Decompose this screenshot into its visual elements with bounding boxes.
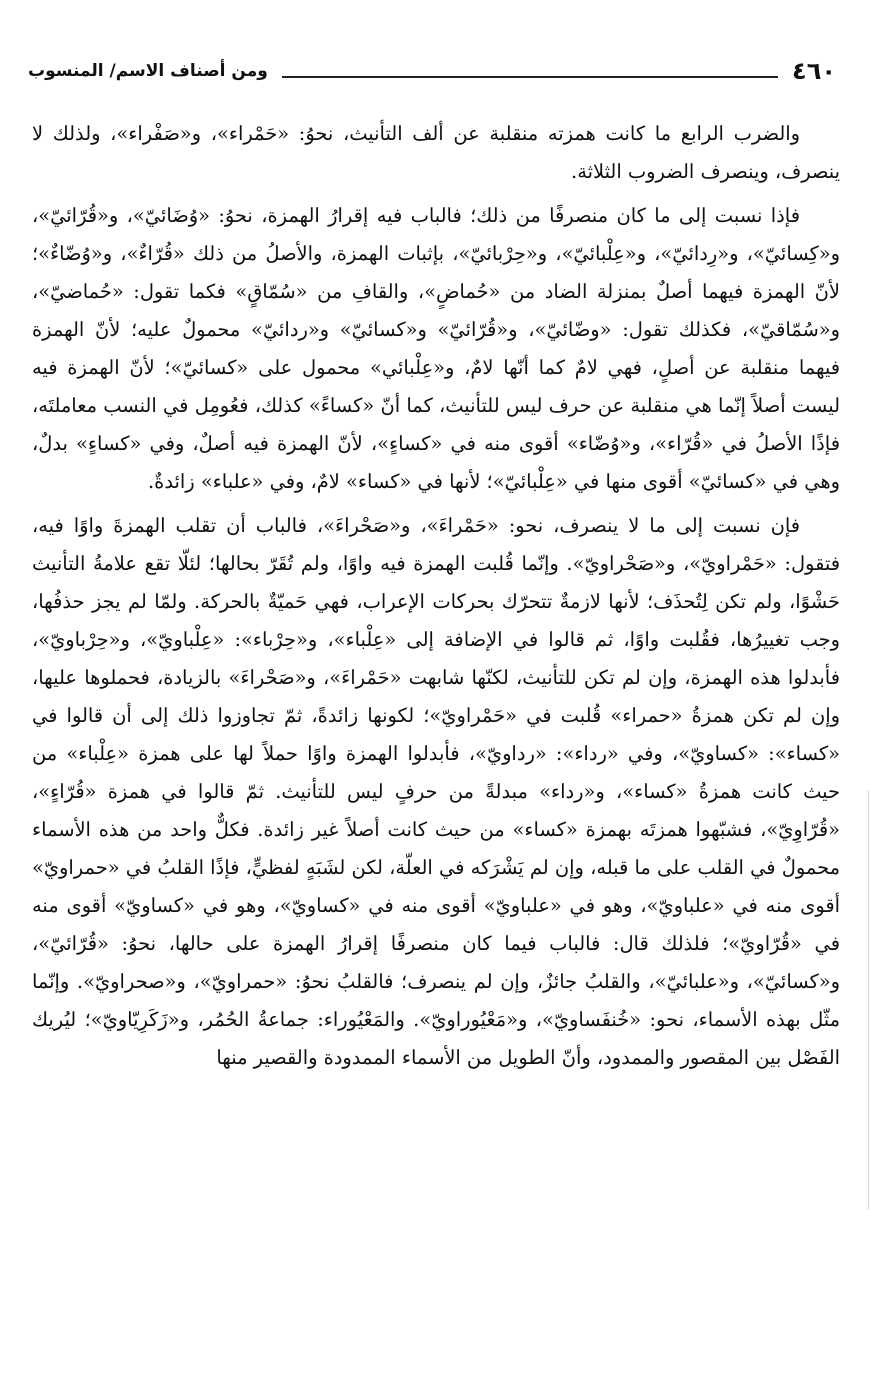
header-rule bbox=[282, 76, 778, 78]
body-text bbox=[32, 115, 840, 1083]
running-title: ومن أصناف الاسم/ المنسوب bbox=[28, 61, 268, 81]
paragraph-2: فإذا نسبت إلى ما كان منصرفًا من ذلك؛ فالباب فيه إقرارُ الهمزة، نحوُ: «وُضَائيّ»، و«قُرّائيّ»، و«كِسائيّ»، و«رِدائيّ»، و«عِلْبائيّ»، و«حِرْبائيّ»، بإثبات الهمزة، والأصلُ من ذلك «قُرّاءٌ»، و«وُضّاءٌ»؛ لأنّ الهمزة فيهما أصلٌ بمنزلة الضاد من «حُماضٍ»، والقافِ من «سُمّاقٍ» فكما تقول: «حُماضيّ»، و«سُمّاقيّ»، فكذلك تقول: «وضّائيّ»، و«قُرّائيّ» و«كسائيّ» و«ردائيّ» محمولٌ عليه؛ لأنّ الهمزة فيهما منقلبة عن أصلٍ، فهي لامٌ كما أنّها لامٌ، و«عِلْبائي» محمول على «كسائيّ»؛ لأنّ الهمزة فيه ليست أصلاً إنّما هي منقلبة عن حرف ليس للتأنيث، كما أنّ «كساءً» كذلك، فعُومِل في النسب معاملتَه، فإذًا الأصلُ في «قُرّاء»، و«وُضّاء» أقوى منه في «كساءٍ»، لأنّ الهمزة فيه أصلٌ، وفي «كساءٍ» بدلٌ، وهي في «كسائيّ» أقوى منها في «عِلْبائيّ»؛ لأنها في «كساء» لامٌ، وفي «علباء» زائدةٌ. bbox=[32, 204, 840, 493]
scan-margin-line bbox=[868, 790, 869, 1210]
paragraph-1: والضرب الرابع ما كانت همزته منقلبة عن ألف التأنيث، نحوُ: «حَمْراء»، و«صَفْراء»، ولذلك لا ينصرف، وينصرف الضروب الثلاثة. bbox=[32, 122, 840, 183]
paragraph-3: فإن نسبت إلى ما لا ينصرف، نحو: «حَمْراءَ»، و«صَحْراءَ»، فالباب أن تقلب الهمزةَ واوًا فيه، فتقول: «حَمْراويّ»، و«صَحْراويّ». وإنّما قُلبت الهمزة فيه واوًا، ولم تُقَرّ بحالها؛ لئلّا تقع علامةُ التأنيث حَشْوًا، ولم تكن لِتُحذَف؛ لأنها لازمةٌ تتحرّك بحركات الإعراب، فهي حَميّةٌ بالحركة. ولمّا لم يجز حذفُها، وجب تغييرُها، فقُلبت واوًا، ثم قالوا في الإضافة إلى «عِلْباء»، و«حِرْباء»: «عِلْباويّ»، و«حِرْباويّ»، فأبدلوا هذه الهمزة، وإن لم تكن للتأنيث، لكنّها شابهت «حَمْراءَ»، و«صَحْراءَ» بالزيادة، فحملوها عليها، وإن لم تكن همزةُ «حمراء» قُلبت في «حَمْراويّ»؛ لكونها زائدةً، ثمّ تجاوزوا ذلك إلى أن قالوا في «كساء»: «كساويّ»، وفي «رداء»: «رداويّ»، فأبدلوا الهمزة واوًا حملاً لها على همزة «عِلْباء» من حيث كانت همزةُ «كساء»، و«رداء» مبدلةً من حرفٍ ليس للتأنيث. ثمّ قالوا في همزة «قُرّاءٍ»، «قُرّاوِيّ»، فشبّهوا همزتَه بهمزة «كساء» من حيث كانت أصلاً غير زائدة. فكلٌّ واحد من هذه الأسماء محمولٌ في القلب على ما قبله، وإن لم يَشْرَكه في العلّة، لكن لشَبَهٍ لفظيٍّ، فإذًا القلبُ في «حمراويّ» أقوى منه في «علباويّ»، وهو في «علباويّ» أقوى منه في «كساويّ»، وهو في «كساويّ» أقوى منه في «قُرّاويّ»؛ فلذلك قال: فالباب فيما كان منصرفًا إقرارُ الهمزة على حالها، نحوُ: «قُرّائيّ»، و«كسائيّ»، و«علبائيّ»، والقلبُ جائزٌ، وإن لم ينصرف؛ فالقلبُ نحوُ: «حمراويّ»، و«صحراويّ». وإنّما مثّل بهذه الأسماء، نحو: «خُنفَساويّ»، و«مَعْيُوراويّ». والمَعْيُوراء: جماعةُ الحُمُر، و«زَكَرِيّاويّ»؛ ليُريك الفَصْل بين المقصور والممدود، وأنّ الطويل من الأسماء الممدودة والقصير منها bbox=[32, 514, 840, 1069]
page-number: ٤٦٠ bbox=[792, 57, 836, 85]
page-header bbox=[28, 54, 836, 88]
